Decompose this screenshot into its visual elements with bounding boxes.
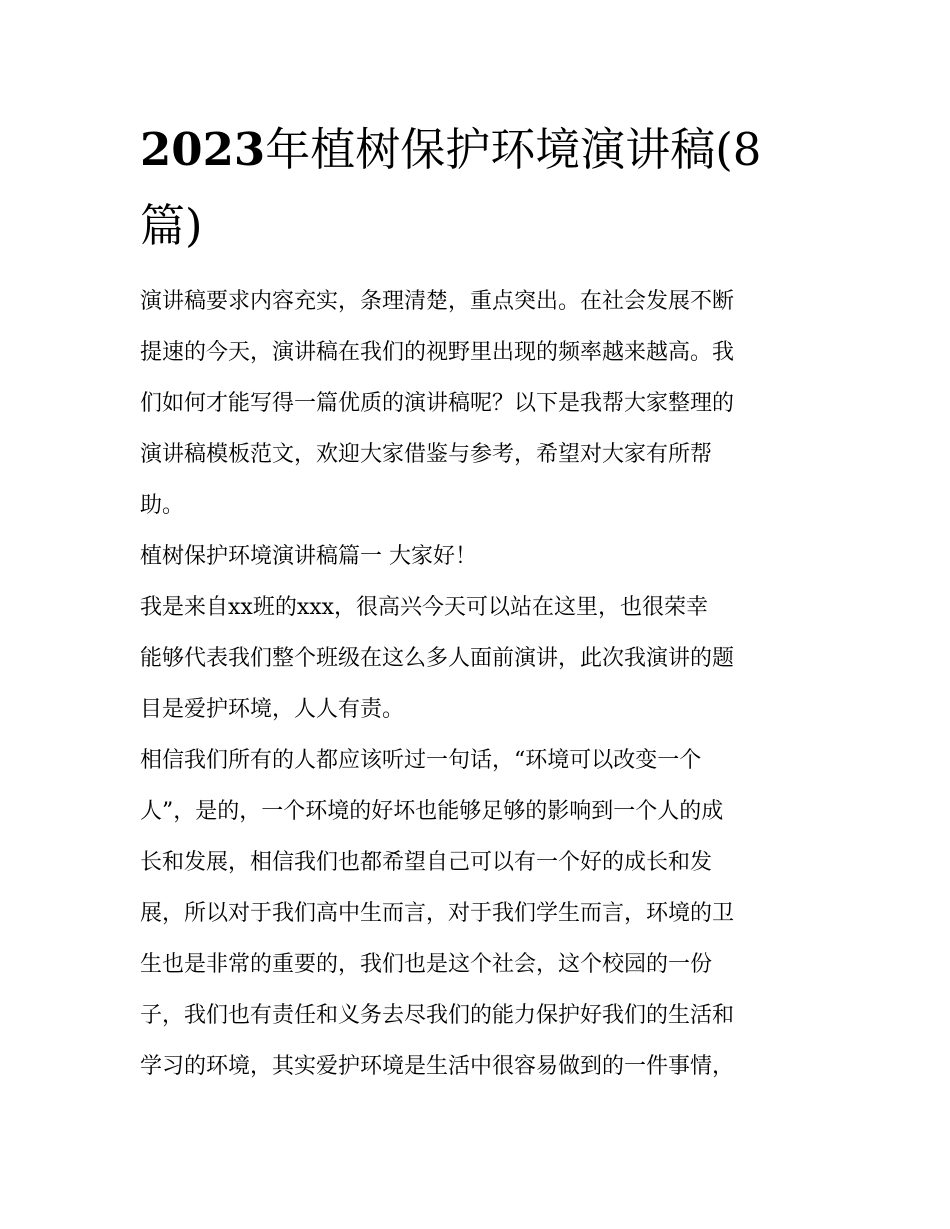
paragraph-line: 们如何才能写得一篇优质的演讲稿呢？以下是我帮大家整理的 xyxy=(140,391,735,416)
title-text-line-1: 年植树保护环境演讲稿(8 xyxy=(265,123,762,176)
paragraph-line: 提速的今天，演讲稿在我们的视野里出现的频率越来越高。我 xyxy=(140,340,735,365)
paragraph-line: 相信我们所有的人都应该听过一句话，“环境可以改变一个 xyxy=(140,748,702,773)
paragraph-line: 植树保护环境演讲稿篇一 大家好！ xyxy=(140,544,477,569)
document-title xyxy=(140,112,820,264)
paragraph-line: 助。 xyxy=(140,493,185,518)
paragraph-line: 目是爱护环境，人人有责。 xyxy=(140,697,405,722)
paragraph-line: 展，所以对于我们高中生而言，对于我们学生而言，环境的卫 xyxy=(140,901,735,926)
paragraph-line: 人”，是的，一个环境的好坏也能够足够的影响到一个人的成 xyxy=(140,799,724,824)
paragraph-line: 子，我们也有责任和义务去尽我们的能力保护好我们的生活和 xyxy=(140,1003,735,1028)
title-year: 2023 xyxy=(140,123,266,176)
paragraph-line: 演讲稿要求内容充实，条理清楚，重点突出。在社会发展不断 xyxy=(140,289,735,314)
paragraph-line: 演讲稿模板范文，欢迎大家借鉴与参考，希望对大家有所帮 xyxy=(140,442,713,467)
paragraph-line: 能够代表我们整个班级在这么多人面前演讲，此次我演讲的题 xyxy=(140,646,735,671)
paragraph-line: 我是来自xx班的xxx，很高兴今天可以站在这里，也很荣幸 xyxy=(140,595,709,620)
paragraph xyxy=(140,276,820,531)
paragraph-line: 学习的环境，其实爱护环境是生活中很容易做到的一件事情， xyxy=(140,1054,735,1079)
title-text-line-2: 篇) xyxy=(140,199,203,252)
paragraph-line: 长和发展，相信我们也都希望自己可以有一个好的成长和发 xyxy=(140,850,713,875)
paragraph xyxy=(140,582,820,735)
paragraph xyxy=(140,531,820,582)
document-body xyxy=(140,276,820,1092)
paragraph xyxy=(140,735,820,1092)
paragraph-line: 生也是非常的重要的，我们也是这个社会，这个校园的一份 xyxy=(140,952,713,977)
